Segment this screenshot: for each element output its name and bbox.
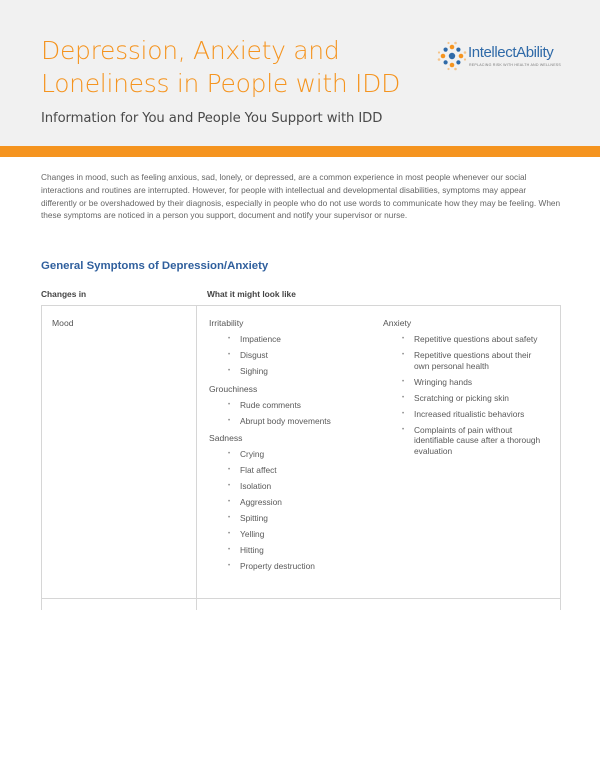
group-title-sadness: Sadness [209, 433, 243, 443]
table-column-divider [196, 305, 197, 610]
grouchiness-list [209, 400, 379, 427]
list-item: • Spitting [209, 513, 379, 524]
list-item: • Flat affect [209, 465, 379, 476]
group-title-anxiety: Anxiety [383, 318, 412, 328]
list-item: • Aggression [209, 497, 379, 508]
list-item: • Complaints of pain without identifiable cause after a thorough evaluation [383, 425, 543, 457]
list-item: • Crying [209, 449, 379, 460]
row-label-mood: Mood [52, 318, 74, 328]
column-header-changes-in: Changes in [41, 289, 87, 299]
anxiety-list [383, 334, 543, 456]
mood-left-groups [209, 318, 379, 579]
logo-mark-icon [437, 40, 469, 72]
mood-right-groups [383, 318, 543, 463]
logo-tagline: REPLACING RISK WITH HEALTH AND WELLNESS [469, 63, 562, 67]
list-item: • Hitting [209, 545, 379, 556]
list-item: • Disgust [209, 350, 379, 361]
list-item: • Rude comments [209, 400, 379, 411]
intellectability-logo [437, 40, 567, 74]
list-item: • Increased ritualistic behaviors [383, 409, 543, 420]
section-heading: General Symptoms of Depression/Anxiety [41, 260, 269, 272]
sadness-list [209, 449, 379, 572]
intro-paragraph: Changes in mood, such as feeling anxious, sad, lonely, or depressed, are a common experience in most people whenever our social interactions and routines are interrupted. However, for people with intellectual and developmental disabilities, symptoms may appear differently or be overshadowed by their diagnosis, especially in people who do not use words to communicate how they may be feeling. When these symptoms are noticed in a person you support, document and notify your supervisor or nurse. [41, 172, 561, 221]
table-row-divider [41, 598, 561, 599]
list-item: • Repetitive questions about safety [383, 334, 543, 345]
list-item: • Abrupt body movements [209, 416, 379, 427]
group-title-irritability: Irritability [209, 318, 244, 328]
column-header-what-it-looks-like: What it might look like [207, 289, 296, 299]
page-title: Depression, Anxiety and Loneliness in People with IDD [41, 36, 401, 98]
list-item: • Property destruction [209, 561, 379, 572]
list-item: • Impatience [209, 334, 379, 345]
list-item: • Sighing [209, 366, 379, 377]
list-item: • Scratching or picking skin [383, 393, 543, 404]
list-item: • Wringing hands [383, 377, 543, 388]
list-item: • Isolation [209, 481, 379, 492]
irritability-list [209, 334, 379, 377]
header-accent-bar [0, 146, 600, 157]
group-title-grouchiness: Grouchiness [209, 383, 258, 394]
page-subtitle: Information for You and People You Support with IDD [41, 111, 383, 126]
list-item: • Repetitive questions about their own personal health [383, 350, 543, 371]
logo-name: IntellectAbility [468, 44, 554, 61]
list-item: • Yelling [209, 529, 379, 540]
